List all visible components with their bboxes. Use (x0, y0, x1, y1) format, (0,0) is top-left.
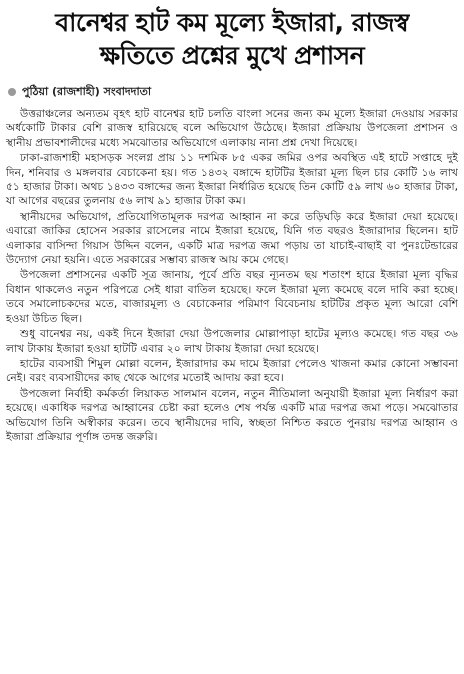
paragraph-6: হাটের ব্যবসায়ী শিমুল মোল্লা বলেন, ইজারাদার কম দামে ইজারা পেলেও খাজনা কমার কোনো সম্ভাবনা নেই। বরং ব্যবসায়ীদের কাছ থেকে আগের মতোই আদায় করা হবে। (6, 356, 458, 385)
headline-line-2: ক্ষতিতে প্রশ্নের মুখে প্রশাসন (99, 41, 365, 70)
headline-line-1: বানেশ্বর হাট কম মূল্যে ইজারা, রাজস্ব (55, 8, 409, 37)
paragraph-4: উপজেলা প্রশাসনের একটি সূত্র জানায়, পূর্বে প্রতি বছর ন্যূনতম ছয় শতাংশ হারে ইজারা মূল্য বৃদ্ধির বিধান থাকলেও নতুন পরিপত্রে সেই ধারা বাতিল হয়েছে। ফলে ইজারা মূল্য কমেছে বলে দাবি করা হচ্ছে। তবে সমালোচকদের মতে, বাজারমূল্য ও বেচাকেনার পরিমাণ বিবেচনায় হাটটির প্রকৃত মূল্য আরো বেশি হওয়া উচিত ছিল। (6, 268, 458, 325)
paragraph-2: ঢাকা-রাজশাহী মহাসড়ক সংলগ্ন প্রায় ১১ দশমিক ৮৫ একর জমির ওপর অবস্থিত এই হাটে সপ্তাহে দুই দিন, শনিবার ও মঙ্গলবার বেচাকেনা হয়। গত ১৪৩২ বঙ্গাব্দে হাটটির ইজারা মূল্য ছিল চার কোটি ১৬ লাখ ৫১ হাজার টাকা। অথচ ১৪৩৩ বঙ্গাব্দের জন্য ইজারা নির্ধারিত হয়েছে তিন কোটি ৫৯ লাখ ৬০ হাজার টাকা, যা আগের বছরের তুলনায় ৫৬ লাখ ৯১ হাজার টাকা কম। (6, 151, 458, 208)
byline-text: পুঠিয়া (রাজশাহী) সংবাদদাতা (22, 84, 152, 98)
headline (6, 0, 458, 72)
byline (6, 83, 458, 101)
paragraph-1: উত্তরাঞ্চলের অন্যতম বৃহৎ হাট বানেশ্বর হাট চলতি বাংলা সনের জন্য কম মূল্যে ইজারা দেওয়ায় সরকার অর্ধকোটি টাকার বেশি রাজস্ব হারিয়েছে বলে অভিযোগ উঠেছে। ইজারা প্রক্রিয়ায় উপজেলা প্রশাসন ও স্থানীয় প্রভাবশালীদের মধ্যে সমঝোতার অভিযোগে এলাকায় নানা প্রশ্ন দেখা দিয়েছে। (6, 107, 458, 149)
paragraph-7: উপজেলা নির্বাহী কর্মকর্তা লিয়াকত সালমান বলেন, নতুন নীতিমালা অনুযায়ী ইজারা মূল্য নির্ধারণ করা হয়েছে। একাধিক দরপত্র আহ্বানের চেষ্টা করা হলেও শেষ পর্যন্ত একটি মাত্র দরপত্র জমা পড়ে। সমঝোতার অভিযোগ তিনি অস্বীকার করেন। তবে স্থানীয়দের দাবি, স্বচ্ছতা নিশ্চিত করতে পুনরায় দরপত্র আহ্বান ও ইজারা প্রক্রিয়ার পূর্ণাঙ্গ তদন্ত জরুরি। (6, 386, 458, 443)
bullet-icon (8, 88, 16, 96)
paragraph-3: স্থানীয়দের অভিযোগ, প্রতিযোগিতামূলক দরপত্র আহ্বান না করে তড়িঘড়ি করে ইজারা দেয়া হয়েছে। এবারো জাকির হোসেন সরকার রাসেলের নামে ইজারা হয়েছে, যিনি গত বছরও ইজারাদার ছিলেন। হাট এলাকার বাসিন্দা গিয়াস উদ্দিন বলেন, একটি মাত্র দরপত্র জমা পড়ায় তা যাচাই-বাছাই বা পুনঃটেন্ডারের উদ্যোগ নেয়া হয়নি। এতে সরকারের সম্ভাব্য রাজস্ব আয় কমে গেছে। (6, 209, 458, 267)
paragraph-5: শুধু বানেশ্বর নয়, একই দিনে ইজারা দেয়া উপজেলার মোল্লাপাড়া হাটের মূল্যও কমেছে। গত বছর ৩৬ লাখ টাকায় ইজারা হওয়া হাটটি এবার ২০ লাখ টাকায় ইজারা দেয়া হয়েছে। (6, 327, 458, 355)
article-body (6, 107, 458, 444)
